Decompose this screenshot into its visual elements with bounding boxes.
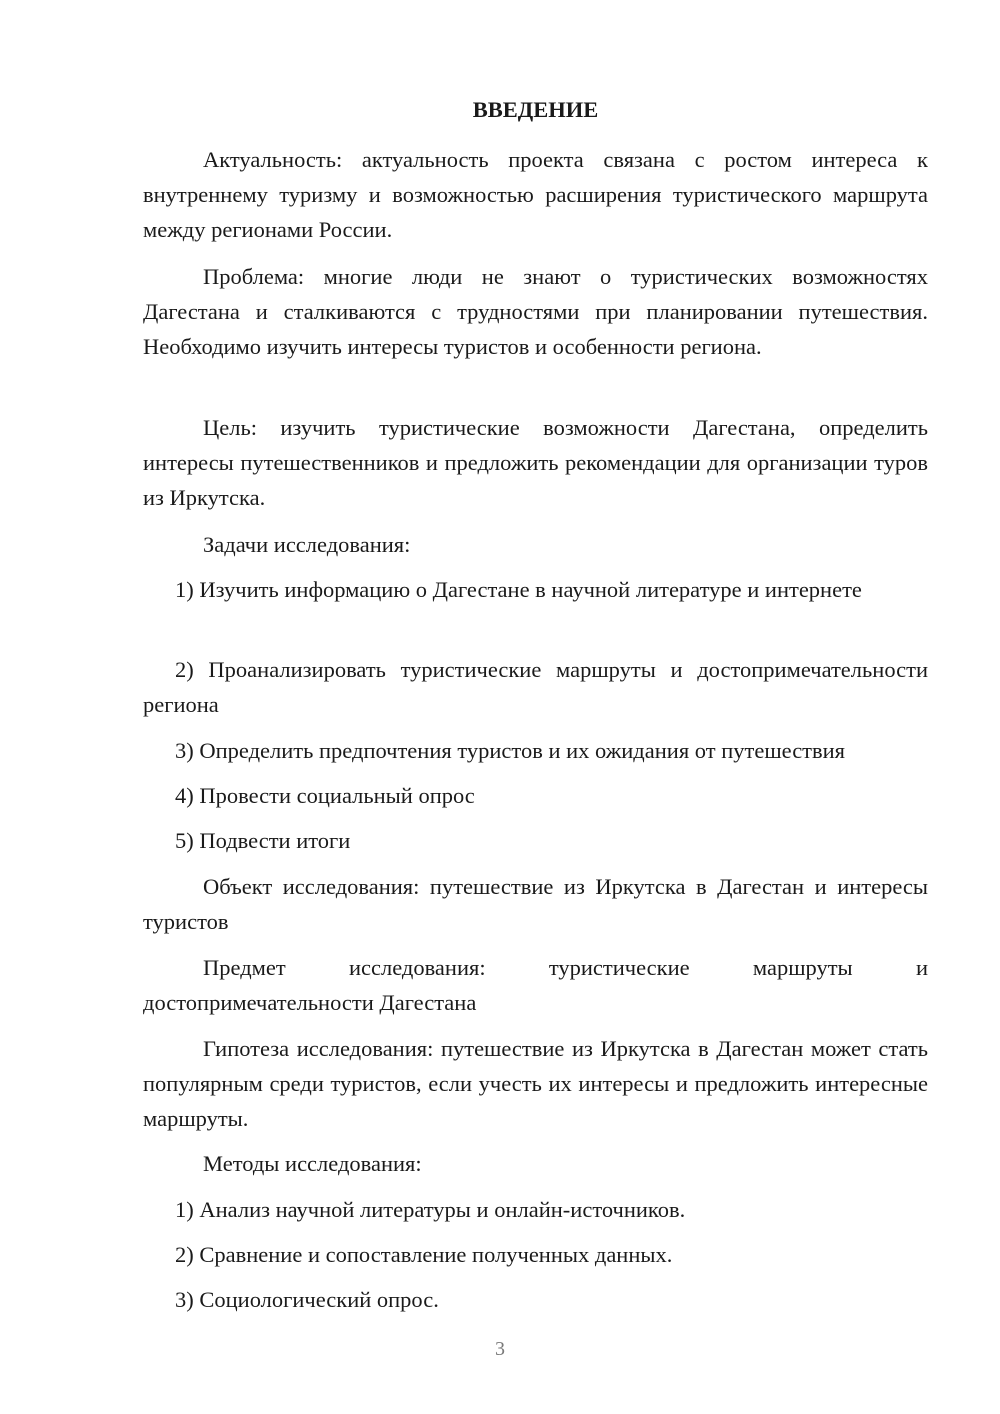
method-item: 2) Сравнение и сопоставление полученных данных.	[175, 1242, 673, 1267]
problem-paragraph: Проблема: многие люди не знают о туристических возможностях Дагестана и сталкиваются с трудностями при планировании путешествия. Необходимо изучить интересы туристов и особенности региона.	[143, 264, 928, 359]
goal-paragraph: Цель: изучить туристические возможности Дагестана, определить интересы путешественников и предложить рекомендации для организации туров из Иркутска.	[143, 415, 928, 510]
task-item: 1) Изучить информацию о Дагестане в научной литературе и интернете	[175, 577, 862, 602]
hypothesis-paragraph: Гипотеза исследования: путешествие из Иркутска в Дагестан может стать популярным среди туристов, если учесть их интересы и предложить интересные маршруты.	[143, 1036, 928, 1131]
task-item: 5) Подвести итоги	[175, 828, 351, 853]
method-item: 3) Социологический опрос.	[175, 1287, 439, 1312]
task-item: 2) Проанализировать туристические маршруты и достопримечательности региона	[143, 657, 928, 717]
page-number: 3	[495, 1338, 505, 1360]
relevance-paragraph: Актуальность: актуальность проекта связана с ростом интереса к внутреннему туризму и возможностью расширения туристического маршрута между регионами России.	[143, 147, 928, 242]
task-item: 4) Провести социальный опрос	[175, 783, 475, 808]
tasks-heading: Задачи исследования:	[203, 532, 411, 557]
method-item: 1) Анализ научной литературы и онлайн-источников.	[175, 1197, 686, 1222]
subject-paragraph: Предмет исследования: туристические маршруты и достопримечательности Дагестана	[143, 955, 928, 1015]
methods-heading: Методы исследования:	[203, 1151, 422, 1176]
task-item: 3) Определить предпочтения туристов и их ожидания от путешествия	[175, 738, 846, 763]
object-paragraph: Объект исследования: путешествие из Иркутска в Дагестан и интересы туристов	[143, 874, 928, 934]
page-title: ВВЕДЕНИЕ	[472, 97, 599, 122]
